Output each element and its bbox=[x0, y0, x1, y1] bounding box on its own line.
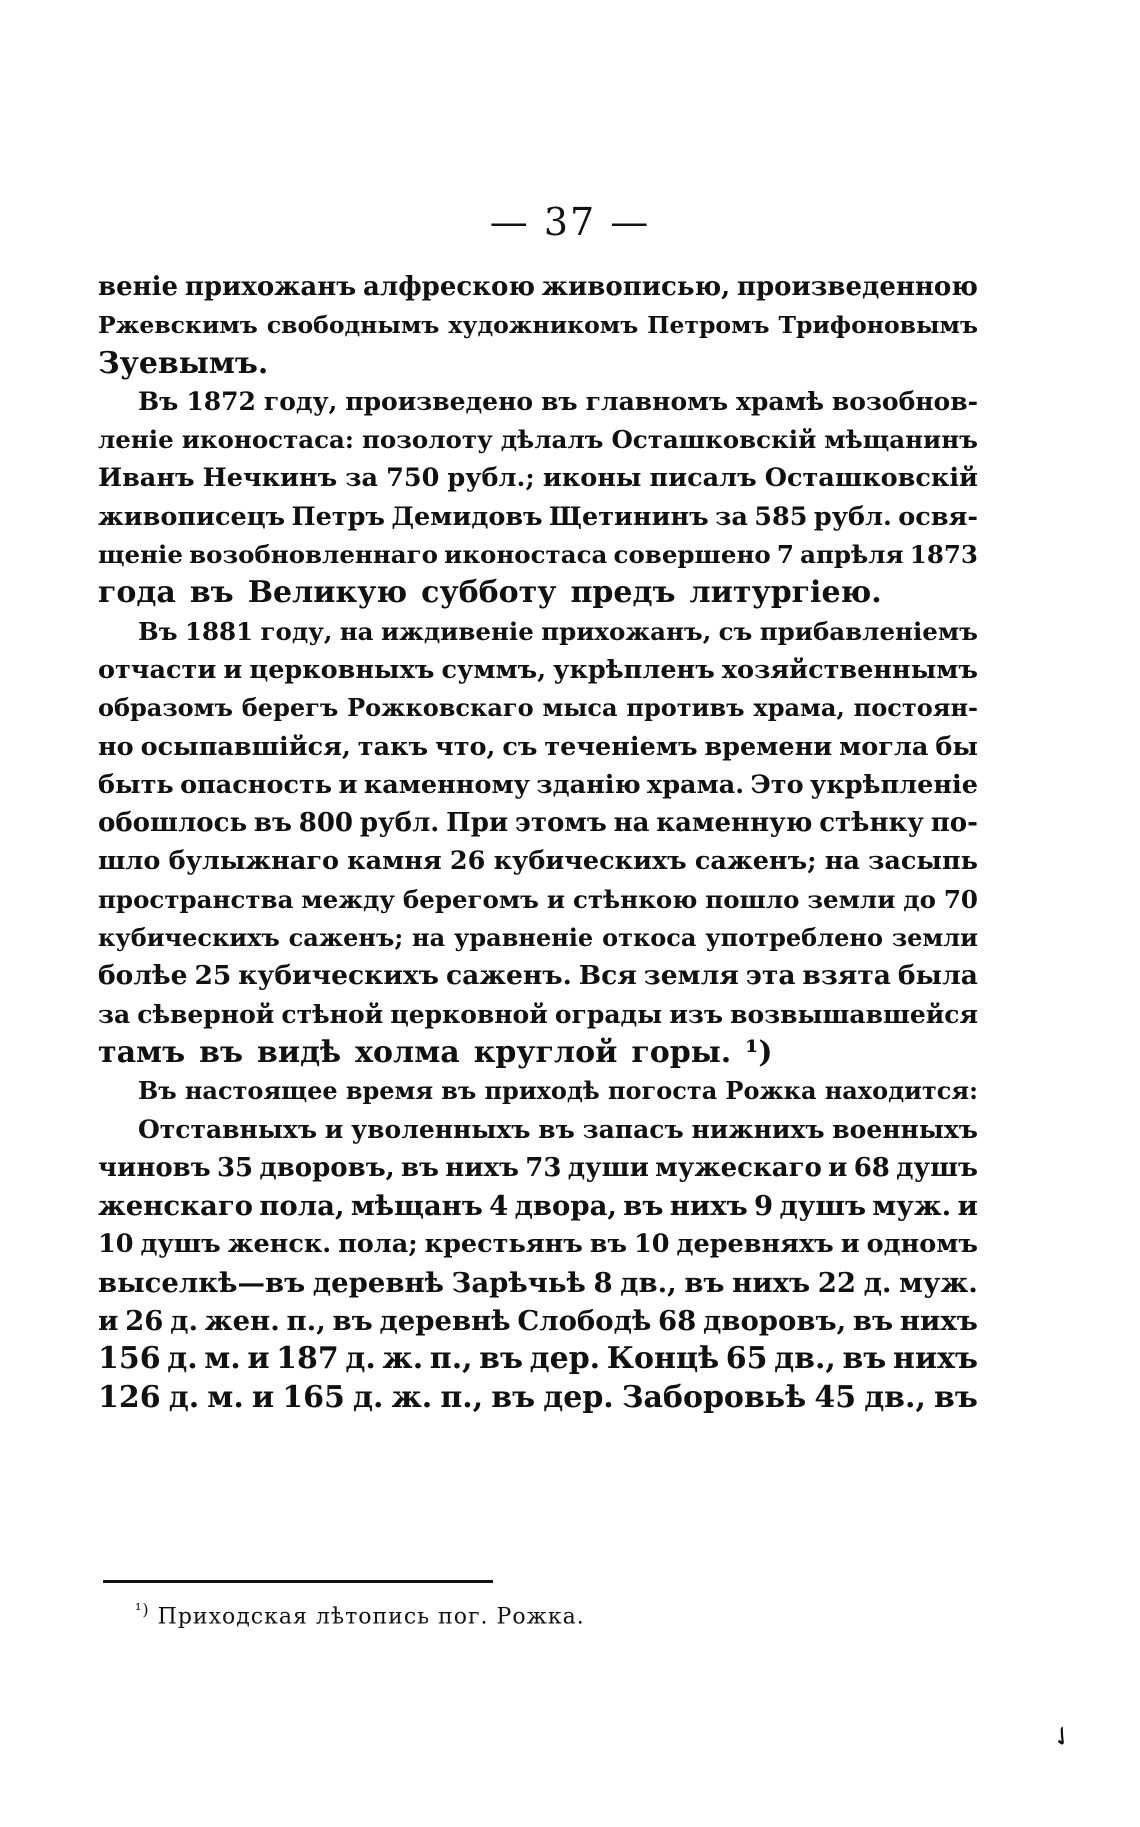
word: обошлось bbox=[98, 808, 248, 839]
word: иконы bbox=[542, 463, 642, 494]
text-line bbox=[98, 1340, 978, 1378]
word: ж. bbox=[382, 1341, 424, 1377]
footnote bbox=[135, 1600, 585, 1629]
word: д. bbox=[345, 1341, 376, 1377]
word: 156 bbox=[98, 1341, 161, 1377]
text-line bbox=[98, 651, 978, 689]
word: и bbox=[223, 654, 243, 685]
word: дер. bbox=[529, 1341, 601, 1377]
word: 9 bbox=[754, 1190, 774, 1223]
body-text bbox=[98, 268, 978, 1417]
word: Петромъ bbox=[647, 311, 770, 340]
text-line bbox=[98, 613, 978, 651]
word: щеніе bbox=[98, 540, 183, 570]
word: булыжнаго bbox=[168, 846, 340, 877]
word: Зуевымъ. bbox=[98, 345, 269, 381]
word: храма, bbox=[753, 693, 845, 723]
word: что, bbox=[435, 731, 496, 762]
word: Осташковскій bbox=[764, 463, 978, 494]
word: въ bbox=[623, 1190, 664, 1223]
text-line bbox=[98, 919, 978, 957]
word: приходѣ bbox=[484, 1076, 600, 1106]
word: берегъ bbox=[241, 693, 339, 723]
word: писалъ bbox=[649, 463, 757, 494]
word: въ bbox=[684, 1266, 725, 1299]
word: возобновленнаго bbox=[189, 540, 439, 570]
word: свободнымъ bbox=[266, 311, 440, 340]
word: на bbox=[824, 846, 860, 877]
word: рубл. bbox=[813, 501, 892, 532]
word: Ржевскимъ bbox=[98, 311, 258, 340]
word: и bbox=[251, 1379, 275, 1415]
word: д. bbox=[167, 1341, 198, 1377]
word: и bbox=[840, 1229, 860, 1260]
word: уволенныхъ bbox=[351, 1114, 531, 1144]
word: Петръ bbox=[291, 501, 385, 532]
word: въ bbox=[589, 1229, 628, 1260]
word: нихъ bbox=[669, 1190, 748, 1223]
word: 65 bbox=[725, 1341, 768, 1377]
word: тамъ bbox=[98, 1034, 186, 1070]
word: году, bbox=[260, 616, 333, 646]
text-line bbox=[98, 1187, 978, 1225]
word: суммъ, bbox=[441, 654, 547, 685]
word: употреблено bbox=[705, 923, 883, 953]
word: противъ bbox=[626, 693, 745, 723]
word: Рожковскаго bbox=[347, 693, 534, 723]
footnote-rule bbox=[103, 1580, 493, 1583]
word: иконостаса: bbox=[181, 425, 354, 455]
word: жен. bbox=[204, 1305, 280, 1338]
word: засыпь bbox=[868, 846, 978, 877]
text-line bbox=[98, 689, 978, 727]
word: и bbox=[546, 884, 566, 914]
word: 750 bbox=[386, 463, 440, 494]
word: деревнѣ bbox=[312, 1266, 444, 1299]
word: п., bbox=[286, 1305, 326, 1338]
word: Демидовъ bbox=[391, 501, 543, 532]
text-line bbox=[98, 842, 978, 880]
word: пола, bbox=[259, 1190, 345, 1223]
word: Великую bbox=[247, 575, 408, 611]
page-number: — 37 — bbox=[489, 200, 651, 244]
word: д. bbox=[168, 1379, 200, 1415]
word: на bbox=[412, 923, 446, 953]
word: запасъ bbox=[582, 1114, 684, 1144]
word: Концѣ bbox=[606, 1341, 720, 1377]
word: въ bbox=[332, 1305, 373, 1338]
word: и bbox=[957, 1190, 978, 1223]
word: кубическихъ bbox=[493, 846, 687, 877]
word: позолоту bbox=[361, 425, 493, 455]
word: дворовъ, bbox=[703, 1305, 847, 1338]
word: нижнихъ bbox=[691, 1114, 825, 1144]
word: мужескаго bbox=[655, 1152, 822, 1183]
word: нихъ bbox=[445, 1152, 519, 1183]
word: между bbox=[301, 884, 395, 914]
word: 10 bbox=[634, 1229, 670, 1260]
word: Въ bbox=[138, 1076, 177, 1106]
word: Осташковскій bbox=[611, 425, 817, 455]
word: церковной bbox=[390, 999, 548, 1029]
word: опасность bbox=[180, 769, 333, 800]
word: хозяйственнымъ bbox=[721, 654, 978, 685]
word: бы bbox=[935, 731, 978, 762]
text-line bbox=[98, 421, 978, 459]
word: выселкѣ—въ bbox=[98, 1266, 306, 1299]
word: одномъ bbox=[866, 1229, 978, 1260]
word: ж. bbox=[391, 1379, 433, 1415]
word: земли bbox=[891, 923, 978, 953]
word: леніе bbox=[98, 425, 174, 455]
word: болѣе bbox=[98, 960, 188, 992]
word: за bbox=[98, 999, 131, 1029]
word: но bbox=[98, 731, 134, 762]
word: съ bbox=[718, 616, 753, 646]
word: пола; bbox=[338, 1229, 418, 1260]
word: дв., bbox=[620, 1266, 677, 1299]
text-line bbox=[98, 1072, 978, 1110]
word: стѣнку bbox=[819, 808, 924, 839]
word: женскаго bbox=[98, 1190, 254, 1223]
text-line bbox=[98, 996, 978, 1034]
word: укрѣпленъ bbox=[553, 654, 715, 685]
word: и bbox=[324, 1114, 344, 1144]
word: настоящее bbox=[184, 1076, 338, 1106]
word: прихожанъ, bbox=[541, 616, 712, 646]
word: дв., bbox=[774, 1341, 836, 1377]
word: за bbox=[345, 463, 379, 494]
word: рубл. bbox=[359, 808, 440, 839]
word: Въ bbox=[138, 616, 178, 646]
word: 22 bbox=[817, 1266, 856, 1299]
word: 10 bbox=[98, 1229, 134, 1260]
word: въ bbox=[491, 1379, 536, 1415]
word: 8 bbox=[593, 1266, 613, 1299]
word: совершено bbox=[613, 540, 771, 570]
word: При bbox=[446, 808, 509, 839]
text-line bbox=[98, 383, 978, 421]
word: въ bbox=[852, 1305, 894, 1338]
word: храма. bbox=[647, 769, 745, 800]
text-line bbox=[98, 1379, 978, 1417]
word: холма bbox=[355, 1034, 460, 1070]
word: берегомъ bbox=[402, 884, 539, 914]
word: земли bbox=[807, 884, 896, 914]
word: видѣ bbox=[256, 1034, 342, 1070]
word: 68 bbox=[853, 1152, 890, 1183]
word: иконостаса bbox=[444, 540, 608, 570]
word: д. bbox=[352, 1379, 384, 1415]
word: ограды bbox=[554, 999, 663, 1029]
word: алфрескою bbox=[363, 272, 535, 302]
word: дер. bbox=[543, 1379, 614, 1415]
word: погоста bbox=[607, 1076, 718, 1106]
word: Нечкинъ bbox=[202, 463, 338, 494]
word: изъ bbox=[669, 999, 724, 1029]
word: въ bbox=[541, 386, 578, 416]
word: въ bbox=[538, 1114, 575, 1144]
word: 4 bbox=[489, 1190, 509, 1223]
word: 187 bbox=[276, 1341, 339, 1377]
word: Зарѣчьѣ bbox=[451, 1266, 586, 1299]
word: литургіею. bbox=[689, 575, 882, 611]
footnote-text: Приходская лѣтопись пог. Рожка. bbox=[157, 1604, 585, 1630]
word: церковныхъ bbox=[249, 654, 435, 685]
word: стѣнкою bbox=[572, 884, 698, 914]
word: 585 bbox=[754, 501, 808, 532]
word: рубл.; bbox=[447, 463, 535, 494]
word: откоса bbox=[602, 923, 697, 953]
word: Щетининъ bbox=[549, 501, 709, 532]
word: саженъ; bbox=[694, 846, 817, 877]
word: душъ bbox=[896, 1152, 978, 1183]
word: муж. bbox=[872, 1190, 952, 1223]
text-line bbox=[98, 1302, 978, 1340]
text-line bbox=[98, 766, 978, 804]
word: мыса bbox=[542, 693, 618, 723]
word: уравненіе bbox=[454, 923, 594, 953]
text-line bbox=[98, 345, 978, 383]
word: была bbox=[897, 960, 978, 992]
word: зданію bbox=[536, 769, 641, 800]
word: предъ bbox=[570, 575, 676, 611]
word: пошло bbox=[705, 884, 800, 914]
word: времени bbox=[704, 731, 833, 762]
word: души bbox=[567, 1152, 649, 1183]
word: нихъ bbox=[732, 1266, 811, 1299]
word: прибавленіемъ bbox=[759, 616, 978, 646]
text-line bbox=[98, 268, 978, 306]
word: въ bbox=[479, 1341, 524, 1377]
word: Иванъ bbox=[98, 463, 195, 494]
margin-check-mark: ✓ bbox=[1044, 1718, 1081, 1756]
word: 165 bbox=[282, 1379, 345, 1415]
word: деревнѣ bbox=[379, 1305, 511, 1338]
word: сѣверной bbox=[137, 999, 275, 1029]
word: муж. bbox=[899, 1266, 978, 1299]
word: шло bbox=[98, 846, 161, 877]
word: саженъ; bbox=[288, 923, 404, 953]
word: Въ bbox=[138, 386, 179, 416]
text-line bbox=[98, 459, 978, 497]
word: Отставныхъ bbox=[138, 1114, 317, 1144]
word: Трифоновымъ bbox=[778, 311, 978, 340]
word: военныхъ bbox=[832, 1114, 978, 1144]
word: и bbox=[247, 1341, 270, 1377]
word: въ bbox=[253, 808, 292, 839]
word: 35 bbox=[216, 1152, 254, 1183]
word: п., bbox=[440, 1379, 484, 1415]
word: 73 bbox=[525, 1152, 562, 1183]
word: м. bbox=[204, 1341, 241, 1377]
word: саженъ. bbox=[445, 960, 572, 992]
word: храмѣ bbox=[736, 386, 824, 416]
word: живописью, bbox=[541, 272, 731, 302]
word: прихожанъ bbox=[184, 272, 357, 302]
word: деревняхъ bbox=[676, 1229, 834, 1260]
word: кубическихъ bbox=[238, 960, 440, 992]
word: въ bbox=[189, 575, 234, 611]
word: кубическихъ bbox=[98, 923, 280, 953]
word: камня bbox=[347, 846, 442, 877]
word: возобнов- bbox=[831, 386, 978, 416]
word: п., bbox=[429, 1341, 473, 1377]
word: возвышавшейся bbox=[730, 999, 978, 1029]
word: 800 bbox=[298, 808, 354, 839]
word: въ bbox=[934, 1379, 978, 1415]
word: отчасти bbox=[98, 654, 217, 685]
word: каменную bbox=[656, 808, 813, 839]
word: 1873 bbox=[909, 540, 978, 570]
word: Рожка bbox=[725, 1076, 817, 1106]
word: каменному bbox=[363, 769, 530, 800]
text-line bbox=[98, 1225, 978, 1263]
word: въ bbox=[842, 1341, 887, 1377]
word: эта bbox=[745, 960, 796, 992]
text-line bbox=[98, 536, 978, 574]
word: субботу bbox=[421, 575, 557, 611]
word: м. bbox=[207, 1379, 244, 1415]
word: Вся bbox=[578, 960, 637, 992]
text-line bbox=[98, 728, 978, 766]
word: до bbox=[903, 884, 936, 914]
word: съ bbox=[502, 731, 538, 762]
word: нихъ bbox=[892, 1341, 978, 1377]
text-line bbox=[98, 306, 978, 344]
text-line bbox=[98, 881, 978, 919]
word: по- bbox=[930, 808, 978, 839]
word: мѣщанинъ bbox=[824, 425, 978, 455]
text-line bbox=[98, 574, 978, 612]
word: находится: bbox=[824, 1076, 978, 1106]
word: время bbox=[345, 1076, 434, 1106]
word: теченіемъ bbox=[544, 731, 698, 762]
word: чиновъ bbox=[98, 1152, 211, 1183]
word: такъ bbox=[357, 731, 429, 762]
word: и bbox=[828, 1152, 848, 1183]
word: осыпавшійся, bbox=[140, 731, 351, 762]
word: 7 bbox=[776, 540, 794, 570]
word: пространства bbox=[98, 884, 294, 914]
word: 126 bbox=[98, 1379, 161, 1415]
text-line bbox=[98, 1264, 978, 1302]
word: ¹) bbox=[745, 1034, 773, 1070]
word: освя- bbox=[898, 501, 978, 532]
word: постоян- bbox=[853, 693, 978, 723]
text-line bbox=[98, 1111, 978, 1149]
word: въ bbox=[400, 1152, 439, 1183]
text-line bbox=[98, 1149, 978, 1187]
word: 68 bbox=[658, 1305, 697, 1338]
word: 70 bbox=[943, 884, 978, 914]
word: въ bbox=[199, 1034, 243, 1070]
word: апрѣля bbox=[800, 540, 904, 570]
word: 25 bbox=[194, 960, 232, 992]
word: образомъ bbox=[98, 693, 233, 723]
word: этомъ bbox=[515, 808, 607, 839]
word: 26 bbox=[449, 846, 486, 877]
word: 45 bbox=[814, 1379, 857, 1415]
word: могла bbox=[839, 731, 929, 762]
word: произведенною bbox=[736, 272, 978, 302]
word: произведено bbox=[345, 386, 534, 416]
text-line bbox=[98, 957, 978, 995]
footnote-mark: ¹) bbox=[135, 1600, 150, 1619]
word: д. bbox=[170, 1305, 199, 1338]
word: горы. bbox=[631, 1034, 732, 1070]
word: стѣной bbox=[281, 999, 384, 1029]
word: и bbox=[338, 769, 358, 800]
word: дв., bbox=[864, 1379, 926, 1415]
word: 26 bbox=[125, 1305, 164, 1338]
word: живописецъ bbox=[98, 501, 286, 532]
word: дѣлалъ bbox=[500, 425, 604, 455]
word: дворовъ, bbox=[259, 1152, 395, 1183]
word: мѣщанъ bbox=[350, 1190, 483, 1223]
word: иждивеніе bbox=[380, 616, 534, 646]
text-line bbox=[98, 804, 978, 842]
word: быть bbox=[98, 769, 174, 800]
word: Это bbox=[750, 769, 804, 800]
word: крестьянъ bbox=[424, 1229, 583, 1260]
text-line bbox=[98, 1034, 978, 1072]
word: и bbox=[98, 1305, 119, 1338]
word: веніе bbox=[98, 272, 179, 302]
word: нихъ bbox=[899, 1305, 978, 1338]
word: женск. bbox=[227, 1229, 332, 1260]
word: земля bbox=[643, 960, 739, 992]
word: душъ bbox=[779, 1190, 867, 1223]
word: укрѣпленіе bbox=[810, 769, 978, 800]
word: на bbox=[339, 616, 374, 646]
word: д. bbox=[863, 1266, 892, 1299]
word: года bbox=[98, 575, 176, 611]
word: Заборовьѣ bbox=[621, 1379, 807, 1415]
word: за bbox=[715, 501, 748, 532]
word: круглой bbox=[473, 1034, 618, 1070]
word: 1881 bbox=[184, 616, 254, 646]
text-line bbox=[98, 498, 978, 536]
word: году, bbox=[263, 386, 338, 416]
word: главномъ bbox=[585, 386, 729, 416]
word: 1872 bbox=[186, 386, 256, 416]
word: Слободѣ bbox=[517, 1305, 652, 1338]
word: душъ bbox=[140, 1229, 221, 1260]
word: взята bbox=[802, 960, 891, 992]
word: въ bbox=[441, 1076, 477, 1106]
word: двора, bbox=[514, 1190, 617, 1223]
word: на bbox=[613, 808, 650, 839]
word: художникомъ bbox=[448, 311, 639, 340]
